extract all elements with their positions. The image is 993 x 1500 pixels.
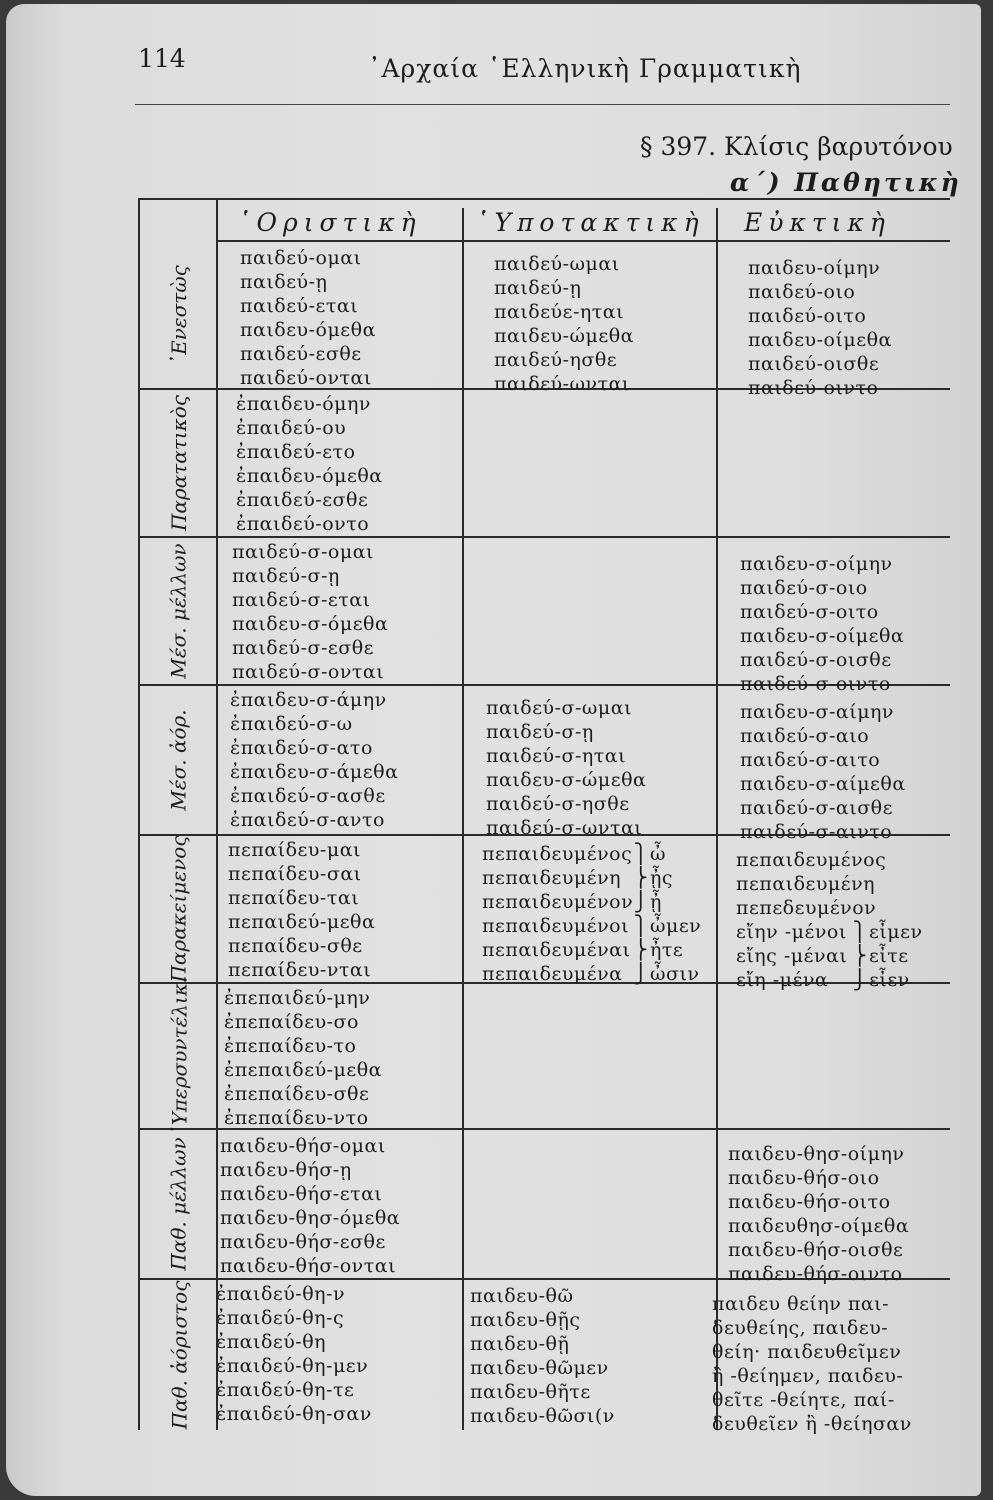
form: παιδευ-σ-όμεθα [232,613,389,635]
form: παιδευ-θῶ [470,1285,574,1307]
row-rule-2 [138,536,950,538]
form: ἐπαιδεύ-σ-ασθε [230,785,386,807]
form: παιδεύ-ωμαι [494,253,620,275]
row-label-perfect: Παρακείμενος [167,835,191,983]
passive-aorist-optative [712,1292,912,1436]
middle-future-optative [740,552,904,696]
form: παιδευ-σ-ώμεθα [486,769,647,791]
form: παιδεύ-ῃ [240,271,328,293]
passive-aorist-subjunctive [470,1284,615,1428]
form: παιδεύ-οιο [748,281,856,303]
form: πεπαίδευ-νται [228,959,372,981]
form: παιδεύ-σ-οισθε [740,649,892,671]
form: παιδευ-σ-οίμεθα [740,625,905,647]
form: δευθείης, παιδευ- [712,1317,889,1339]
form: παιδευ-σ-οίμην [740,553,893,575]
periphrastic-row: πεπαιδευμένη ⎬ ᾖς [482,867,674,889]
form: ἐπαιδευ-όμην [236,393,371,415]
form: παιδεύ-σ-ῃ [232,565,340,587]
form: θείη· παιδευθεῖμεν [712,1341,902,1363]
form: παιδευ-θῇ [470,1333,570,1355]
form: παιδευ-θήσ-ονται [220,1255,397,1277]
present-optative [748,256,892,400]
perfect-subjunctive [482,842,700,986]
form: παιδευ-οίμην [748,257,881,279]
page-number: 114 [138,44,186,73]
column-header-optative: Εὐκτικὴ [744,208,891,237]
form: παιδεύ-σ-ωμαι [486,697,633,719]
periphrastic-row: εἴην -μένοι ⎫ εἶμεν [736,921,923,943]
form: πεπαίδευ-ται [228,887,360,909]
column-header-subjunctive: ῾Υποτακτικὴ [476,208,705,237]
form: παιδεύ-σ-αιο [740,725,870,747]
form: παιδευ-ώμεθα [494,325,634,347]
form: πεπεδευμένον [736,897,877,919]
form: παιδεύ-σ-αιντο [740,821,893,843]
form: παιδεύ-σ-ονται [232,661,385,683]
form: παιδεύ-εσθε [240,343,362,365]
header-bottom-rule [216,240,950,242]
form: ἐπαιδεύ-εσθε [236,489,369,511]
form: παιδευ-σ-αίμεθα [740,773,906,795]
form: ἐπεπαίδευ-ντο [224,1107,369,1129]
middle-aorist-subjunctive [486,696,646,840]
form: παιδεύ-σ-οιτο [740,601,879,623]
form: παιδευ-θήσ-εται [220,1183,383,1205]
form: ἐπαιδεύ-οντο [236,513,370,535]
form: παιδευ-θῶσι(ν [470,1405,615,1427]
form: πεπαίδευ-σθε [228,935,363,957]
present-subjunctive [494,252,634,396]
subjunctive-column-rule [716,208,718,1430]
row-label-middle-future: Μέσ. μέλλων [167,543,192,679]
form: παιδεύ-σ-οιο [740,577,868,599]
form: ἐπαιδεύ-θη-μεν [216,1355,369,1377]
row-label-pluperfect: ῾Υπερσυντέλικ. [167,976,191,1136]
table-top-rule [138,198,950,200]
form: παιδεύε-ηται [494,301,625,323]
form: παιδεύ-σ-ησθε [486,793,630,815]
form: ἐπεπαίδευ-σθε [224,1083,370,1105]
form: παιδεύ-ῃ [494,277,582,299]
form: ἐπαιδεύ-σ-ατο [230,737,373,759]
form: ἐπαιδεύ-θη [216,1331,327,1353]
imperfect-indicative [236,392,383,536]
periphrastic-row: εἴη -μένα ⎭ εἶεν [736,969,910,991]
form: ἐπεπαιδεύ-μεθα [224,1059,383,1081]
indicative-column-rule [462,208,464,1430]
running-title: ᾽Αρχαία ῾Ελληνικὴ Γραμματικὴ [368,54,802,83]
row-label-present: ᾽Ενεστὼς [167,265,191,365]
periphrastic-row: εἴης -μέναι ⎬ εἶτε [736,945,909,967]
row-label-passive-aorist: Παθ. ἀόριστος [167,1280,191,1430]
form: παιδευ-θήσ-εσθε [220,1231,386,1253]
form: παιδευ-θῶμεν [470,1357,609,1379]
form: ἐπαιδεύ-σ-ω [230,713,353,735]
passive-future-optative [728,1142,909,1286]
form: πεπαιδευμένος [736,849,887,871]
periphrastic-row: πεπαιδευμένα ⎭ ὦσιν [482,963,700,985]
form: παιδευ θείην παι- [712,1293,890,1315]
form: πεπαιδευμένη [736,873,876,895]
form: παιδεύ-σ-εται [232,589,371,611]
form: παιδευ-θήσ-οιντο [728,1263,903,1285]
form: ἐπαιδεύ-ετο [236,441,356,463]
form: δευθεῖεν ἢ -θείησαν [712,1413,912,1435]
section-title: § 397. Κλίσις βαρυτόνου [640,132,953,161]
passive-future-indicative [220,1134,400,1278]
form: παιδευ-θήσ-οιο [728,1167,880,1189]
form: παιδευ-σ-αίμην [740,701,894,723]
row-label-middle-aorist: Μέσ. ἀόρ. [167,709,191,811]
middle-aorist-optative [740,700,906,844]
periphrastic-row: πεπαιδευμένον ⎭ ᾖ [482,891,662,913]
form: ἐπαιδεύ-ου [236,417,347,439]
periphrastic-row: πεπαιδευμένοι ⎫ ὦμεν [482,915,702,937]
form: ἐπαιδεύ-θη-ν [216,1283,346,1305]
form: παιδεύ-σ-εσθε [232,637,375,659]
form: παιδεύ-ονται [240,367,372,389]
form: ἐπαιδεύ-σ-αντο [230,809,385,831]
form: ἐπαιδεύ-θη-ς [216,1307,345,1329]
form: παιδεύ-ωνται [494,373,630,395]
form: παιδευθησ-οίμεθα [728,1215,910,1237]
form: παιδευ-θῇς [470,1309,581,1331]
form: παιδευ-θησ-όμεθα [220,1207,401,1229]
form: ἢ -θείημεν, παιδευ- [712,1365,904,1387]
form: παιδεύ-οιντο [748,377,879,399]
form: παιδευ-θησ-οίμην [728,1143,905,1165]
form: παιδευ-θήσ-οιτο [728,1191,891,1213]
form: παιδεύ-οισθε [748,353,880,375]
form: παιδεύ-σ-ωνται [486,817,643,839]
form: παιδευ-θήσ-ομαι [220,1135,386,1157]
subsection-title: α΄) Παθητικὴ [730,168,962,197]
form: παιδεύ-ομαι [240,247,362,269]
form: παιδευ-θήσ-οισθε [728,1239,904,1261]
row-label-imperfect: Παρατατικὸς [167,394,192,532]
passive-aorist-indicative [216,1282,372,1426]
periphrastic-row: πεπαιδευμέναι ⎬ ἦτε [482,939,684,961]
form: παιδεύ-σ-οιντο [740,673,891,695]
form: παιδευ-οίμεθα [748,329,892,351]
form: παιδεύ-ησθε [494,349,618,371]
form: ἐπεπαίδευ-το [224,1035,357,1057]
table-left-rule [138,198,140,1430]
form: ἐπαιδεύ-θη-τε [216,1379,355,1401]
form: ἐπαιδεύ-θη-σαν [216,1403,372,1425]
form: πεπαίδευ-μαι [228,839,361,861]
form: πεπαίδευ-σαι [228,863,362,885]
form: παιδεύ-σ-ῃ [486,721,594,743]
form: παιδεύ-σ-αισθε [740,797,893,819]
form: παιδεύ-σ-αιτο [740,749,881,771]
form: ἐπεπαιδεύ-μην [224,987,371,1009]
middle-future-indicative [232,540,388,684]
form: πεπαιδεύ-μεθα [228,911,376,933]
form: ἐπαιδευ-σ-άμην [230,689,387,711]
middle-aorist-indicative [230,688,398,832]
form: παιδευ-θήσ-ῃ [220,1159,352,1181]
form: παιδευ-θῆτε [470,1381,591,1403]
row-label-passive-future: Παθ. μέλλων [167,1137,192,1271]
form: παιδεύ-σ-ηται [486,745,627,767]
label-column-rule [216,198,218,1430]
perfect-optative [736,848,923,992]
form: ἐπαιδευ-όμεθα [236,465,383,487]
present-indicative [240,246,376,390]
periphrastic-row: πεπαιδευμένος ⎫ ὦ [482,843,666,865]
form: ἐπεπαίδευ-σο [224,1011,359,1033]
form: παιδεύ-σ-ομαι [232,541,374,563]
form: θεῖτε -θείητε, παί- [712,1389,895,1411]
form: παιδεύ-οιτο [748,305,867,327]
pluperfect-indicative [224,986,382,1130]
perfect-indicative [228,838,375,982]
column-header-indicative: ῾Οριστικὴ [238,208,422,237]
form: παιδεύ-εται [240,295,359,317]
form: ἐπαιδευ-σ-άμεθα [230,761,399,783]
form: παιδευ-όμεθα [240,319,376,341]
